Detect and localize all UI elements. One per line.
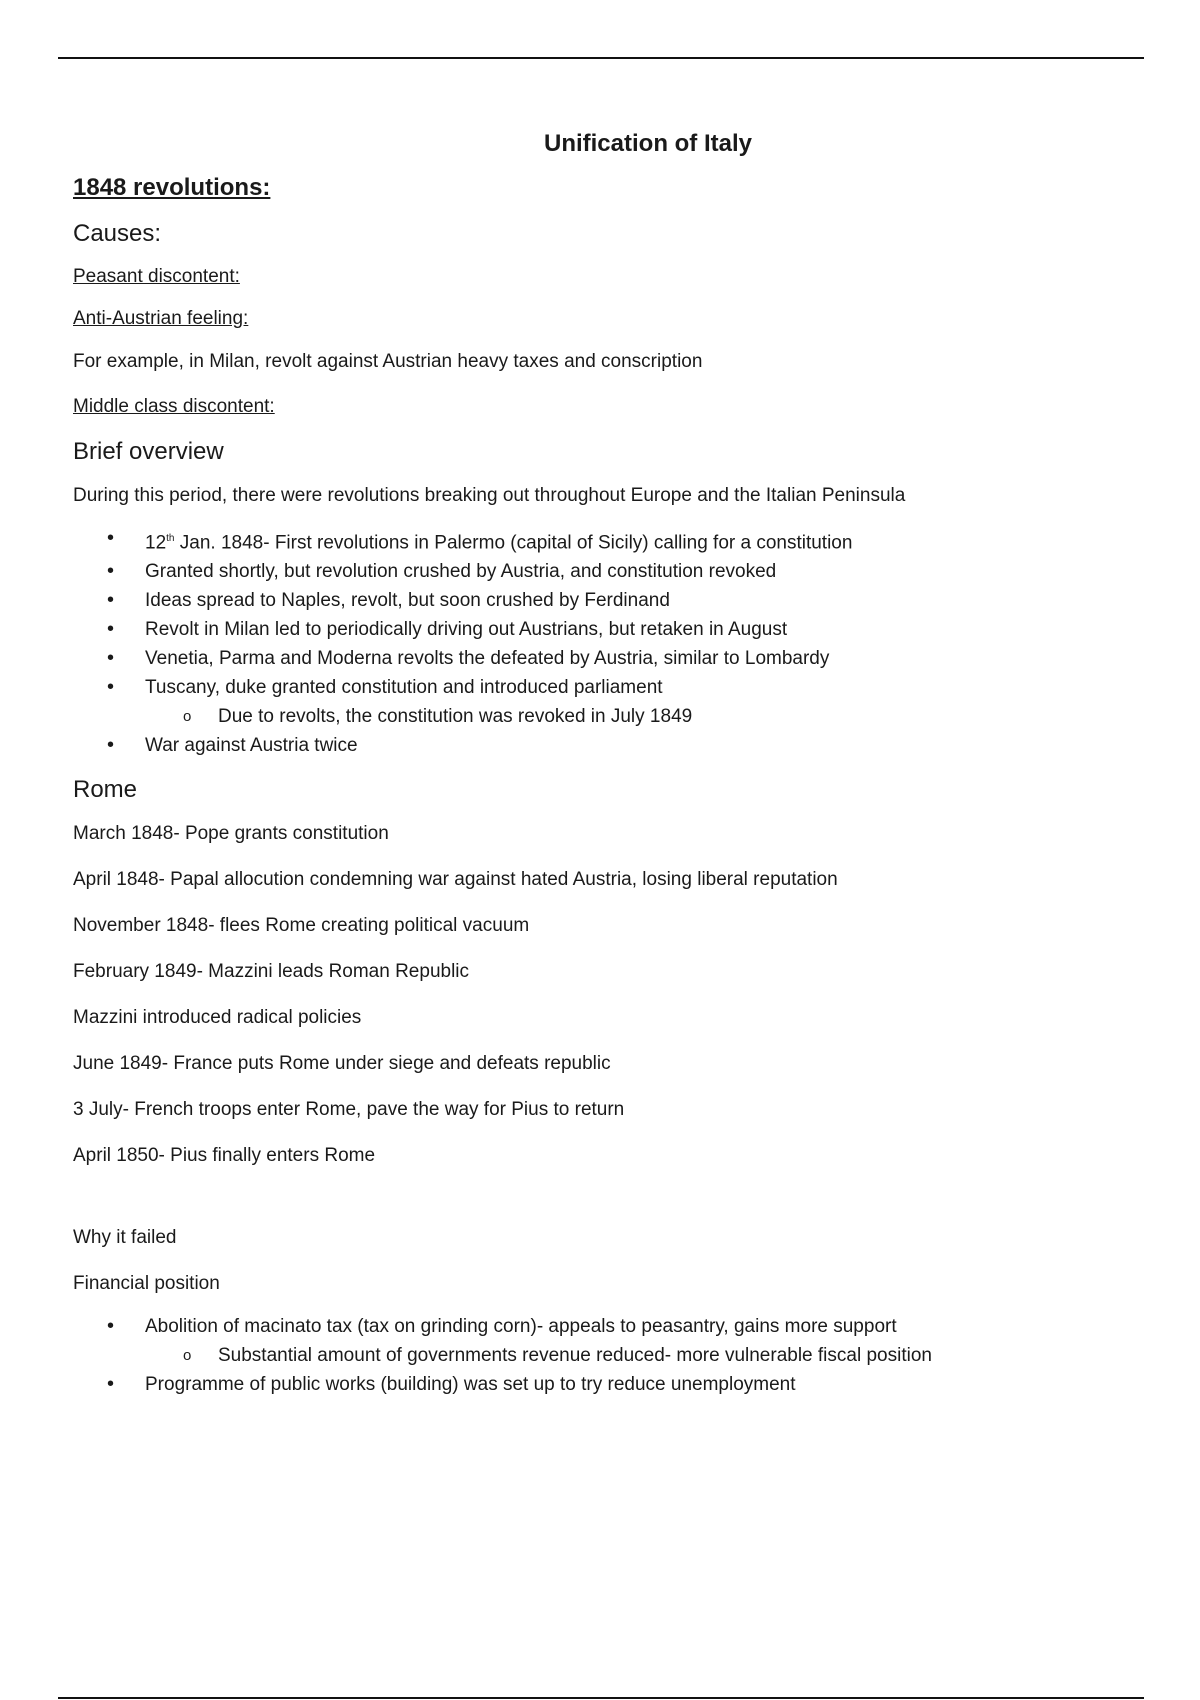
list-subitem: o Substantial amount of governments revenue reduced- more vulnerable fiscal position — [73, 1341, 1133, 1370]
list-item: • Granted shortly, but revolution crushed by Austria, and constitution revoked — [73, 557, 1133, 586]
failed-list — [73, 1312, 1133, 1399]
list-item-sup: th — [166, 533, 175, 544]
overview-list — [73, 524, 1133, 760]
list-item: • War against Austria twice — [73, 731, 1133, 760]
causes-heading: Causes: — [73, 220, 162, 247]
list-item: • Tuscany, duke granted constitution and introduced parliament — [73, 673, 1133, 702]
middle-class-label: Middle class discontent: — [73, 396, 275, 417]
overview-intro: During this period, there were revolutions breaking out throughout Europe and the Italian Peninsula — [73, 485, 906, 506]
document-body — [73, 120, 1133, 1415]
financial-position-label: Financial position — [73, 1273, 220, 1295]
rome-line: April 1850- Pius finally enters Rome — [73, 1145, 376, 1167]
bottom-rule — [58, 1697, 1144, 1699]
rome-line: June 1849- France puts Rome under siege and defeats republic — [73, 1053, 611, 1075]
rome-line: November 1848- flees Rome creating political vacuum — [73, 915, 530, 937]
list-item: • Ideas spread to Naples, revolt, but soon crushed by Ferdinand — [73, 586, 1133, 615]
rome-line: March 1848- Pope grants constitution — [73, 823, 389, 845]
spacer — [73, 1190, 1133, 1226]
top-rule — [58, 57, 1144, 59]
rome-heading: Rome — [73, 776, 138, 804]
section-heading-1848: 1848 revolutions: — [73, 174, 271, 201]
list-item-day: 12 — [145, 532, 167, 554]
anti-austrian-label: Anti-Austrian feeling: — [73, 308, 249, 329]
list-item: • Venetia, Parma and Moderna revolts the defeated by Austria, similar to Lombardy — [73, 644, 1133, 673]
rome-line: Mazzini introduced radical policies — [73, 1007, 362, 1029]
rome-line: February 1849- Mazzini leads Roman Republic — [73, 961, 470, 983]
list-item — [73, 524, 1133, 557]
list-item: • Abolition of macinato tax (tax on grinding corn)- appeals to peasantry, gains more support — [73, 1312, 1133, 1341]
why-failed-heading: Why it failed — [73, 1227, 177, 1249]
list-subitem: o Due to revolts, the constitution was revoked in July 1849 — [73, 702, 1133, 731]
rome-line: 3 July- French troops enter Rome, pave the way for Pius to return — [73, 1099, 625, 1121]
peasant-discontent-label: Peasant discontent: — [73, 266, 240, 287]
milan-example: For example, in Milan, revolt against Austrian heavy taxes and conscription — [73, 351, 703, 372]
list-item: • Revolt in Milan led to periodically driving out Austrians, but retaken in August — [73, 615, 1133, 644]
list-item: • Programme of public works (building) was set up to try reduce unemployment — [73, 1370, 1133, 1399]
page-title: Unification of Italy — [543, 130, 752, 157]
rome-line: April 1848- Papal allocution condemning war against hated Austria, losing liberal reputation — [73, 869, 838, 891]
list-item-text: Jan. 1848- First revolutions in Palermo (capital of Sicily) calling for a constitution — [174, 532, 853, 554]
overview-heading: Brief overview — [73, 438, 224, 465]
